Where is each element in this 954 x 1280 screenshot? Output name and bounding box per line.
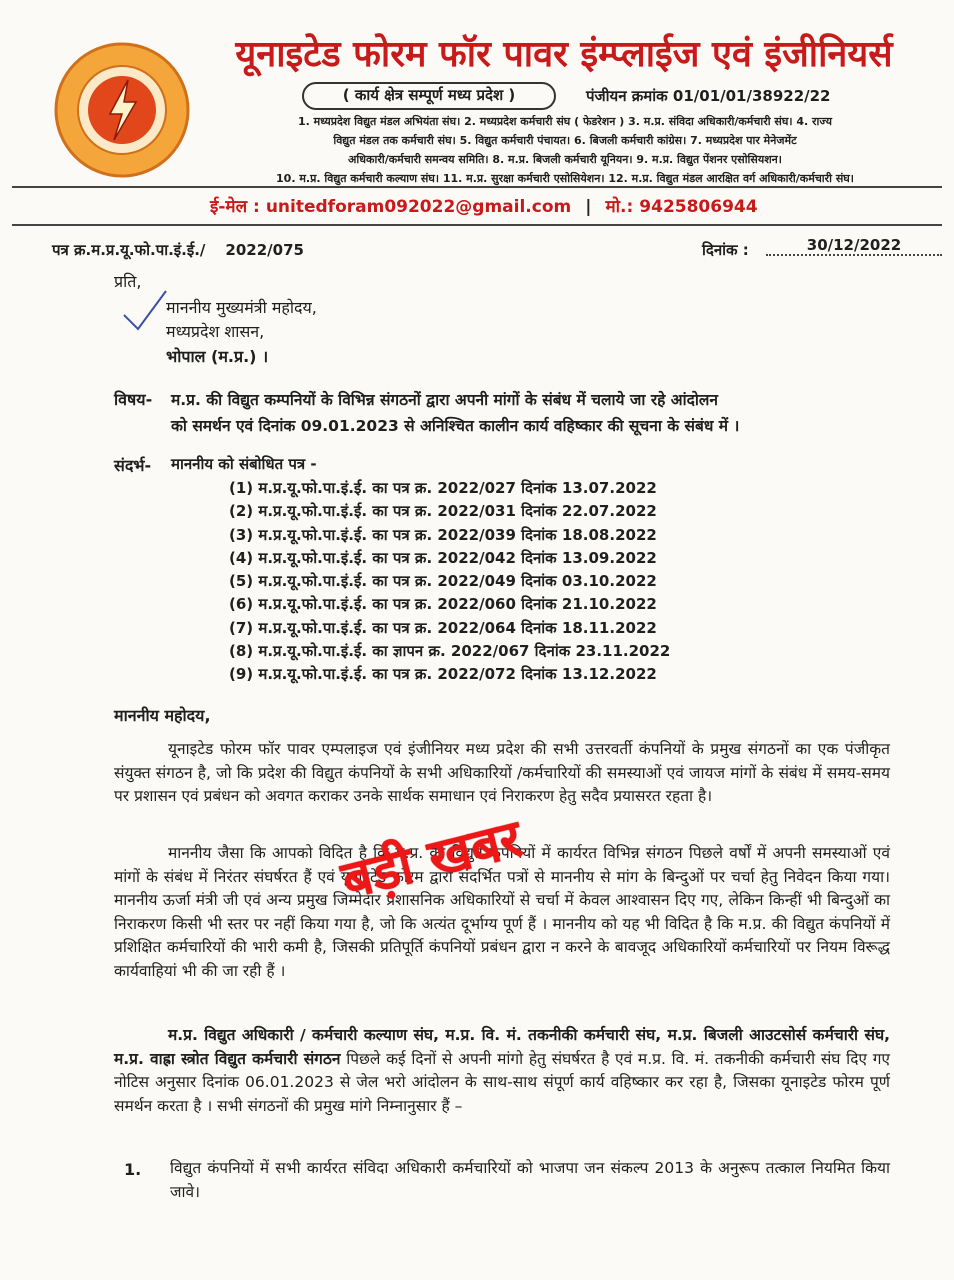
reference-item: (9) म.प्र.यू.फो.पा.इं.ई. का पत्र क्र. 2022/072 दिनांक 13.12.2022 — [229, 665, 657, 684]
contact-line: ई-मेल : unitedforam092022@gmail.com | मो.: 9425806944 — [210, 197, 758, 217]
affiliate-list — [200, 112, 930, 188]
addressee-line: भोपाल (म.प्र.) । — [166, 347, 269, 366]
subject-line: म.प्र. की विद्युत कम्पनियों के विभिन्न संगठनों द्वारा अपनी मांगों के संबंध में चलाये जा रहे आंदोलन — [171, 391, 718, 409]
subject-line: को समर्थन एवं दिनांक 09.01.2023 से अनिश्चित कालीन कार्य वहिष्कार की सूचना के संबंध में । — [171, 417, 740, 435]
affiliate-line: 1. मध्यप्रदेश विद्युत मंडल अभियंता संघ। 2. मध्यप्रदेश कर्मचारी संघ ( फेडरेशन ) 3. म.प्र. संविदा अधिकारी/कर्मचारी संघ। 4. राज्य — [297, 115, 833, 128]
letter-date: 30/12/2022 — [766, 236, 942, 256]
org-name: यूनाइटेड फोरम फॉर पावर इंम्प्लाईज एवं इंजीनियर्स — [235, 34, 893, 75]
registration-number: पंजीयन क्रमांक 01/01/01/38922/22 — [586, 87, 831, 105]
union-logo — [52, 40, 192, 180]
paragraph-3-organisations: म.प्र. विद्युत अधिकारी / कर्मचारी कल्याण संघ, म.प्र. वि. मं. तकनीकी कर्मचारी संघ, म.प्र. बिजली आउटसोर्स कर्मचारी संघ, म.प्र. वाह्रा स्त्रोत विद्युत कर्मचारी संगठन — [114, 1026, 890, 1068]
work-area: ( कार्य क्षेत्र सम्पूर्ण मध्य प्रदेश ) — [302, 82, 556, 110]
email-address: unitedforam092022@gmail.com — [265, 197, 572, 217]
affiliate-line: अधिकारी/कर्मचारी समन्वय समिति। 8. म.प्र. बिजली कर्मचारी यूनियन। 9. म.प्र. विद्युत पेंशनर एसोसियशन। — [348, 153, 782, 166]
reference-item: (2) म.प्र.यू.फो.पा.इं.ई. का पत्र क्र. 2022/031 दिनांक 22.07.2022 — [229, 502, 657, 521]
addressee-line: मध्यप्रदेश शासन, — [166, 322, 265, 341]
paragraph-2: माननीय जैसा कि आपको विदित है कि म.प्र. की विद्युत कंपनियों में कार्यरत विभिन्न संगठन पिछले वर्षों में अपनी समस्याओं एवं मांगों के संबंध में निरंतर संघर्षरत हैं एवं यूनाइटेड फोरम द्वारा संदर्भित पत्रों से माननीय से मांग के बिन्दुओं पर चर्चा हेतु निवेदन किया गया। माननीय ऊर्जा मंत्री जी एवं अन्य प्रमुख जिम्मेदार प्रशासनिक अधिकारियों से चर्चा में केवल आश्वासन दिए गए, लेकिन किन्हीं भी बिन्दुओं का निराकरण किसी भी स्तर पर नहीं किया गया है, जो कि अत्यंत दूर्भाग्य पूर्ण हैं । माननीय को यह भी विदित है कि म.प्र. की विद्युत कंपनियों में प्रशिक्षित कर्मचारियों की भारी कमी है, जिसकी प्रतिपूर्ति कंपनियों प्रबंधन द्वारा न करने के बावजूद अधिकारियों कर्मचारियों पर नियम विरूद्ध कार्यवाहियां भी की जा रही हैं । — [114, 844, 890, 980]
checkmark-icon — [120, 285, 170, 335]
mobile-label: मो.: — [605, 197, 634, 217]
reference-item: (4) म.प्र.यू.फो.पा.इं.ई. का पत्र क्र. 2022/042 दिनांक 13.09.2022 — [229, 548, 657, 567]
reference-section-label: संदर्भ- — [114, 456, 152, 475]
demand-number: 1. — [124, 1160, 142, 1179]
to-label: प्रति, — [114, 272, 142, 291]
mobile-number: 9425806944 — [639, 197, 758, 217]
header-divider — [12, 186, 942, 188]
breaking-news-stamp: बड़ी खबर — [336, 808, 528, 912]
reference-item: (5) म.प्र.यू.फो.पा.इं.ई. का पत्र क्र. 2022/049 दिनांक 03.10.2022 — [229, 572, 657, 591]
reference-item: (8) म.प्र.यू.फो.पा.इं.ई. का ज्ञापन क्र. 2022/067 दिनांक 23.11.2022 — [229, 642, 671, 661]
demand-item: विद्युत कंपनियों में सभी कार्यरत संविदा अधिकारी कर्मचारियों को भाजपा जन संकल्प 2013 के अनुरूप तत्काल नियमित किया जावे। — [170, 1159, 890, 1201]
paragraph-3-text: पिछले कई दिनों से अपनी मांगो हेतु संघर्षरत है एवं म.प्र. वि. मं. तकनीकी कर्मचारी संघ दिए गए नोटिस अनुसार दिनांक 06.01.2023 से जेल भरो आंदोलन के साथ-साथ संपूर्ण कार्य वहिष्कार कर रहा है, जिसका यूनाइटेड फोरम पूर्ण समर्थन करता है । सभी संगठनों की प्रमुख मांगे निम्नानुसार हैं – — [114, 1049, 891, 1115]
letter-reference — [52, 240, 304, 260]
affiliate-line: 10. म.प्र. विद्युत कर्मचारी कल्याण संघ। 11. म.प्र. सुरक्षा कर्मचारी एसोसियेशन। 12. म.प्र. विद्युत मंडल आरक्षित वर्ग अधिकारी/कर्मचारी संघ। — [276, 172, 854, 185]
header-divider-bottom — [12, 224, 942, 226]
email-label: ई-मेल : — [210, 197, 260, 217]
subject-label: विषय- — [114, 390, 153, 409]
reference-item: (1) म.प्र.यू.फो.पा.इं.ई. का पत्र क्र. 2022/027 दिनांक 13.07.2022 — [229, 479, 657, 497]
reference-number: 2022/075 — [225, 241, 304, 259]
paragraph-1: यूनाइटेड फोरम फॉर पावर एम्पलाइज एवं इंजीनियर मध्य प्रदेश की सभी उत्तरवर्ती कंपनियों के प्रमुख संगठनों का एक पंजीकृत संयुक्त संगठन है, जो कि प्रदेश की विद्युत कंपनियों के सभी अधिकारियों /कर्मचारियों की समस्याओं एवं जायज मांगों के संबंध में समय-समय पर प्रशासन एवं प्रबंधन को अवगत कराकर उनके सार्थक समाधान एवं निराकरण हेतु सदैव प्रयासरत रहता है। — [114, 740, 890, 805]
reference-intro: माननीय को संबोधित पत्र - — [171, 455, 317, 473]
salutation: माननीय महोदय, — [114, 706, 211, 725]
reference-item: (6) म.प्र.यू.फो.पा.इं.ई. का पत्र क्र. 2022/060 दिनांक 21.10.2022 — [229, 595, 657, 614]
reference-list — [229, 477, 670, 687]
reference-item: (3) म.प्र.यू.फो.पा.इं.ई. का पत्र क्र. 2022/039 दिनांक 18.08.2022 — [229, 525, 657, 544]
addressee-line: माननीय मुख्यमंत्री महोदय, — [166, 298, 317, 317]
date-label: दिनांक : — [702, 241, 749, 259]
paragraph-3 — [114, 1024, 890, 1118]
affiliate-line: विद्युत मंडल तक कर्मचारी संघ। 5. विद्युत कर्मचारी पंचायत। 6. बिजली कर्मचारी कांग्रेस। 7. मध्यप्रदेश पार मेनेजमेंट — [333, 134, 797, 147]
reference-label: पत्र क्र.म.प्र.यू.फो.पा.इं.ई./ — [52, 241, 206, 259]
reference-item: (7) म.प्र.यू.फो.पा.इं.ई. का पत्र क्र. 2022/064 दिनांक 18.11.2022 — [229, 618, 657, 637]
